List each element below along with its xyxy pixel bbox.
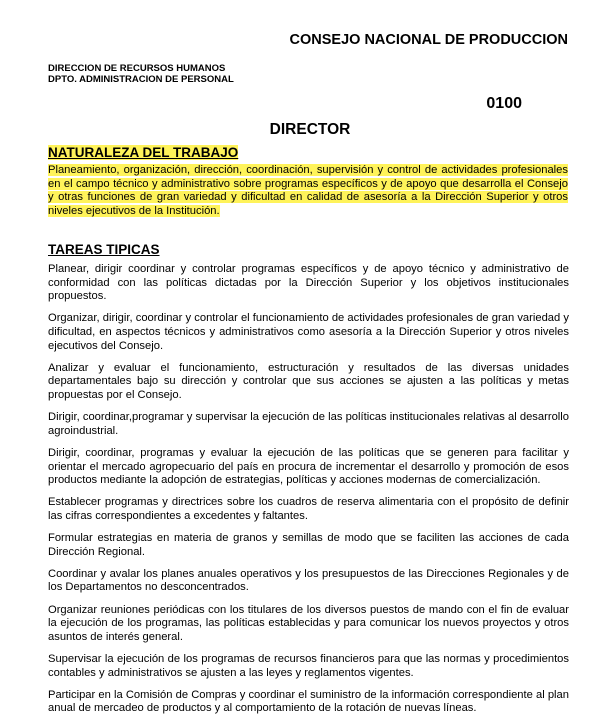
naturaleza-heading: [48, 145, 238, 160]
naturaleza-paragraph: [48, 164, 568, 218]
department-block: [48, 63, 234, 85]
task-item: Dirigir, coordinar, programas y evaluar la ejecución de las políticas que se generen para facilitar y orientar el mercado agropecuario del país en procura de incrementar el desarrollo y promoción de esos productos mediante la adopción de estrategias, políticas y acciones modernas de comercialización.: [48, 446, 569, 487]
task-item: Participar en la Comisión de Compras y coordinar el suministro de la información correspondiente al plan anual de mercadeo de productos y al comportamiento de la rotación de nuevas líneas.: [48, 688, 569, 715]
task-item: Organizar, dirigir, coordinar y controlar el funcionamiento de actividades profesionales de gran variedad y dificultad, en aspectos técnicos y administrativos como asesoría a la Dirección Superior y otros niveles ejecutivos del Consejo.: [48, 312, 569, 352]
department-line-1: DIRECCION DE RECURSOS HUMANOS: [48, 63, 226, 74]
naturaleza-heading-text: NATURALEZA DEL TRABAJO: [48, 145, 239, 160]
task-item: Formular estrategias en materia de granos y semillas de modo que se faciliten las acciones de cada Dirección Regional.: [48, 532, 569, 558]
position-title: DIRECTOR: [269, 121, 351, 138]
task-item: Organizar reuniones periódicas con los titulares de los diversos puestos de mando con el fin de evaluar la ejecución de los programas, las políticas establecidas y para comunicar los nuevos proyectos y otros asuntos de interés general.: [48, 603, 569, 643]
task-item: Planear, dirigir coordinar y controlar programas específicos y de apoyo técnico y administrativo de conformidad con las políticas dictadas por la Dirección Superior y los objetivos institucionales propuestos.: [48, 263, 569, 303]
naturaleza-text: Planeamiento, organización, dirección, coordinación, supervisión y control de actividades profesionales en el campo técnico y administrativo sobre programas específicos y de apoyo que desarrolla el Consejo y otras funciones de gran variedad y dificultad en calidad de asesoría a la Dirección Superior y otros niveles ejecutivos de la Institución.: [48, 164, 568, 217]
task-item: Analizar y evaluar el funcionamiento, estructuración y resultados de las diversas unidades departamentales bajo su dirección y controlar que sus acciones se ajusten a las políticas y metas propuestas por el Consejo.: [48, 361, 569, 401]
tareas-list: [48, 263, 569, 725]
organization-name: CONSEJO NACIONAL DE PRODUCCION: [289, 32, 568, 48]
position-code: 0100: [486, 95, 522, 112]
task-item: Dirigir, coordinar,programar y supervisar la ejecución de las políticas institucionales relativas al desarrollo agroindustrial.: [48, 411, 569, 437]
tareas-heading: TAREAS TIPICAS: [48, 242, 160, 257]
task-item: Establecer programas y directrices sobre los cuadros de reserva alimentaria con el propósito de definir las cifras correspondientes a excedentes y faltantes.: [48, 496, 569, 522]
department-line-2: DPTO. ADMINISTRACION DE PERSONAL: [48, 74, 234, 85]
task-item: Coordinar y avalar los planes anuales operativos y los presupuestos de las Direcciones Regionales y de los Departamentos no desconcentrados.: [48, 567, 569, 594]
task-item: Supervisar la ejecución de los programas de recursos financieros para que las normas y procedimientos contables y administrativos se ajusten a las leyes y reglamentos vigentes.: [48, 653, 569, 679]
